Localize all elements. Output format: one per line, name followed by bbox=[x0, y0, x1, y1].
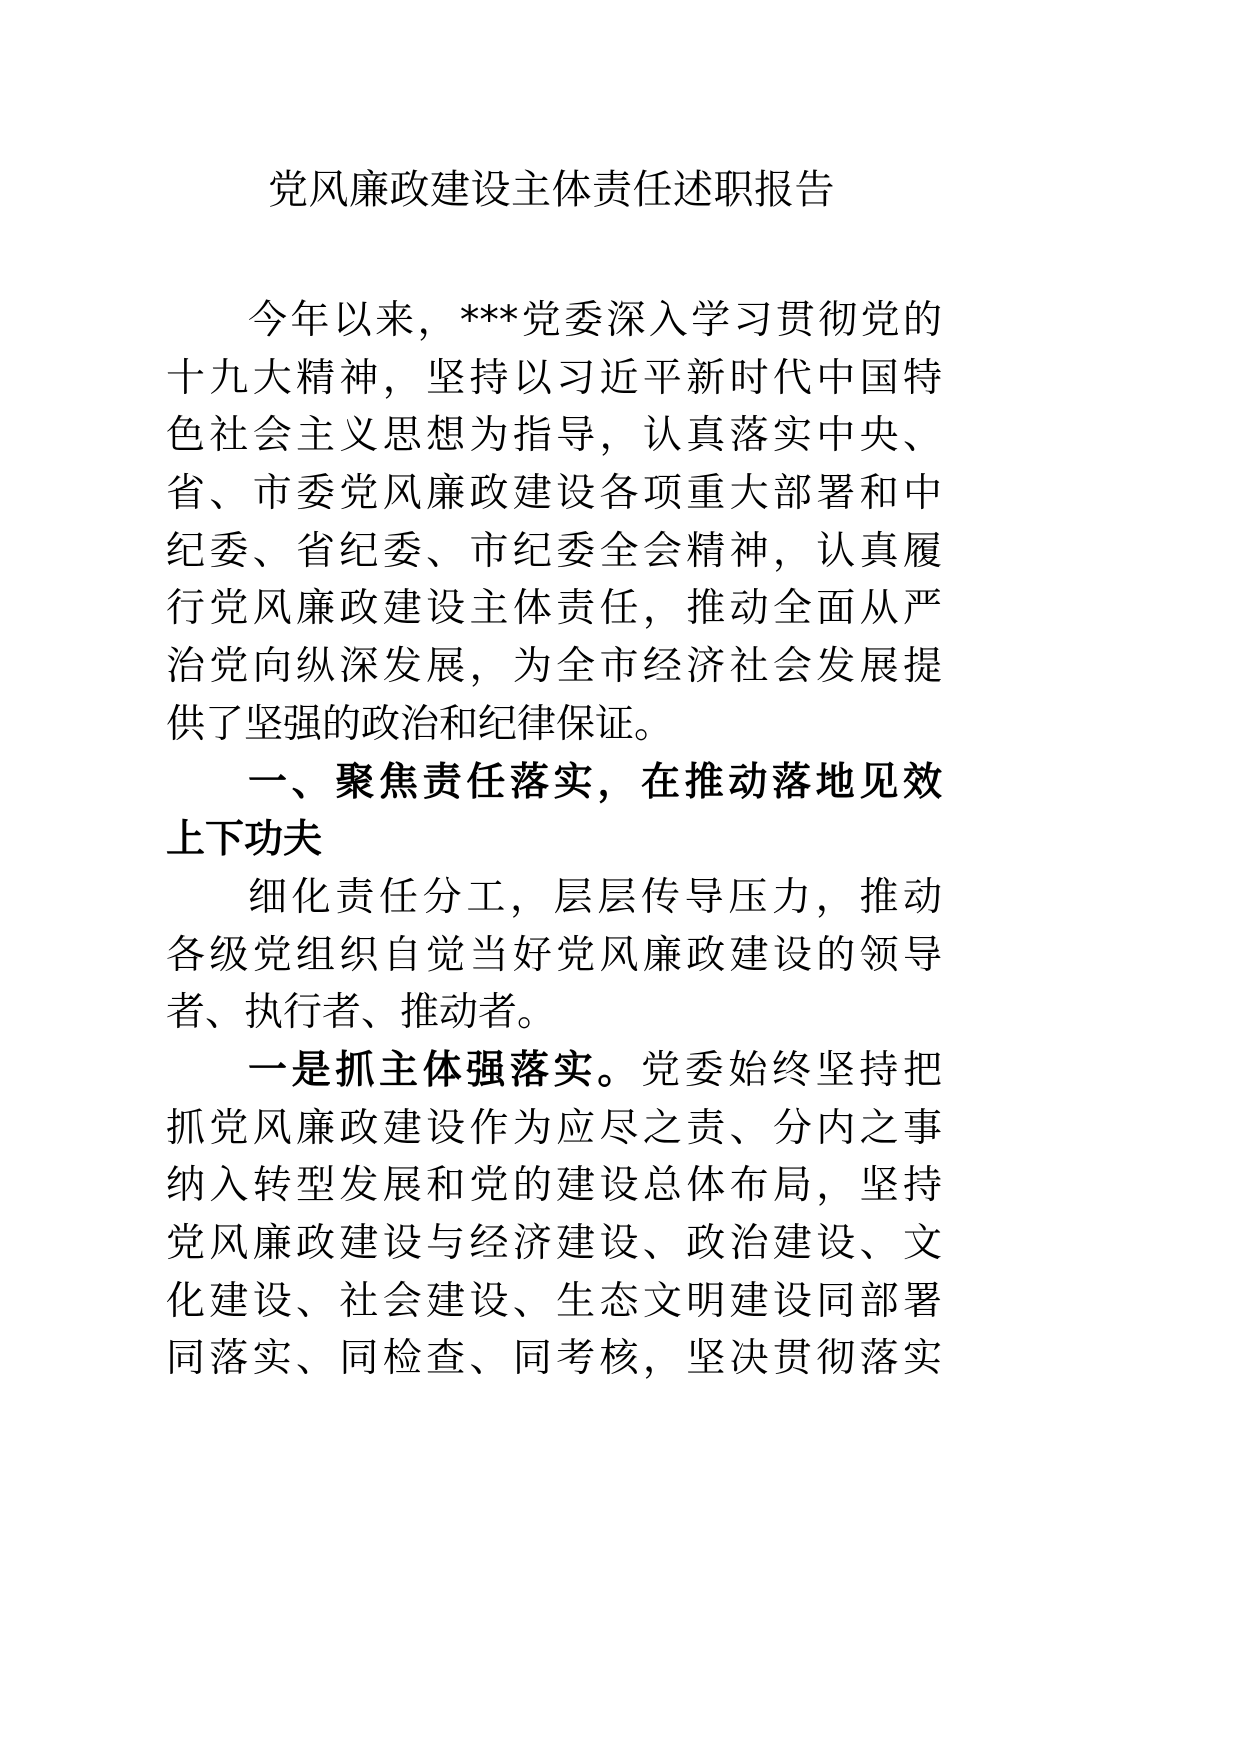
paragraph-line bbox=[166, 1042, 942, 1100]
paragraph-line: 抓党风廉政建设作为应尽之责、分内之事 bbox=[166, 1105, 942, 1151]
document-body bbox=[166, 292, 942, 1388]
paragraph-line: 者、执行者、推动者。 bbox=[166, 990, 557, 1036]
paragraph-text: 党委始终坚持把 bbox=[640, 1047, 942, 1093]
paragraph-line: 各级党组织自觉当好党风廉政建设的领导 bbox=[166, 932, 942, 978]
paragraph-line: 纳入转型发展和党的建设总体布局，坚持 bbox=[166, 1163, 942, 1209]
document-title: 党风廉政建设主体责任述职报告 bbox=[268, 167, 835, 213]
paragraph-line: 细化责任分工，层层传导压力，推动 bbox=[248, 874, 942, 920]
paragraph-line: 党风廉政建设与经济建设、政治建设、文 bbox=[166, 1221, 942, 1266]
paragraph-line: 纪委、省纪委、市纪委全会精神，认真履 bbox=[166, 528, 942, 574]
section-heading: 一、聚焦责任落实，在推动落地见效 bbox=[248, 759, 942, 805]
subheading-lead: 一是抓主体强落实。 bbox=[248, 1047, 641, 1093]
paragraph-line: 省、市委党风廉政建设各项重大部署和中 bbox=[166, 471, 942, 517]
paragraph-line: 化建设、社会建设、生态文明建设同部署 bbox=[166, 1278, 942, 1324]
paragraph-line: 行党风廉政建设主体责任，推动全面从严 bbox=[166, 586, 942, 632]
paragraph-line: 供了坚强的政治和纪律保证。 bbox=[166, 701, 674, 747]
paragraph-line: 色社会主义思想为指导，认真落实中央、 bbox=[166, 413, 942, 459]
paragraph-line: 治党向纵深发展，为全市经济社会发展提 bbox=[166, 644, 942, 690]
paragraph-line: 十九大精神，坚持以习近平新时代中国特 bbox=[166, 355, 942, 401]
section-heading: 上下功夫 bbox=[166, 817, 323, 863]
paragraph-line: 同落实、同检查、同考核，坚决贯彻落实 bbox=[166, 1336, 942, 1382]
paragraph-line: 今年以来，***党委深入学习贯彻党的 bbox=[248, 298, 942, 343]
